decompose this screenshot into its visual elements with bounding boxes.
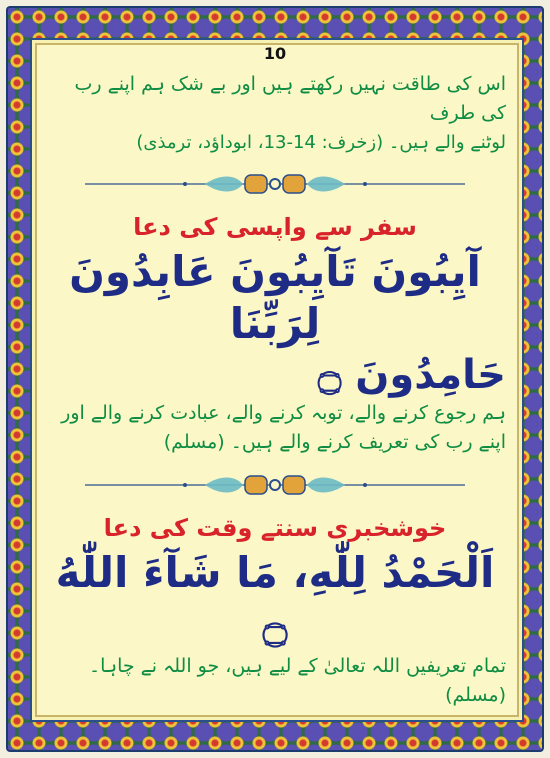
intro-line-2: لوٹنے والے ہیں۔ (زخرف: 14-13، ابوداؤد، ترمذی) <box>136 131 506 153</box>
heading-good-news-dua: خوشخبری سنتے وقت کی دعا <box>103 513 447 542</box>
good-news-translation: تمام تعریفیں اللہ تعالیٰ کے لیے ہیں، جو اللہ نے چاہا۔ (مسلم) <box>89 655 506 707</box>
section-good-news-dua <box>44 510 506 711</box>
intro-line-1: اس کی طاقت نہیں رکھتے ہیں اور بے شک ہم اپنے رب کی طرف <box>74 73 506 125</box>
arabic-dua-line-2: حَامِدُونَ ۝ <box>317 351 506 398</box>
heading-return-dua: سفر سے واپسی کی دعا <box>133 212 417 241</box>
floral-divider-icon <box>75 169 475 199</box>
page-content <box>44 70 506 720</box>
page-number: 10 <box>263 44 287 63</box>
floral-divider-icon <box>75 470 475 500</box>
translation-line-1: ہم رجوع کرنے والے، توبہ کرنے والے، عبادت کرنے والے اور <box>61 401 506 424</box>
translation-line-2: اپنے رب کی تعریف کرنے والے ہیں۔ (مسلم) <box>163 431 506 454</box>
section-intro <box>44 70 506 157</box>
arabic-good-news-dua: اَلْحَمْدُ لِلّٰهِ، مَا شَآءَ اللّٰهُ ۝ <box>55 548 495 650</box>
section-return-dua <box>44 209 506 458</box>
arabic-dua-line-1: آيِبُونَ تَآيِبُونَ عَابِدُونَ لِرَبِّنَا <box>69 246 481 349</box>
